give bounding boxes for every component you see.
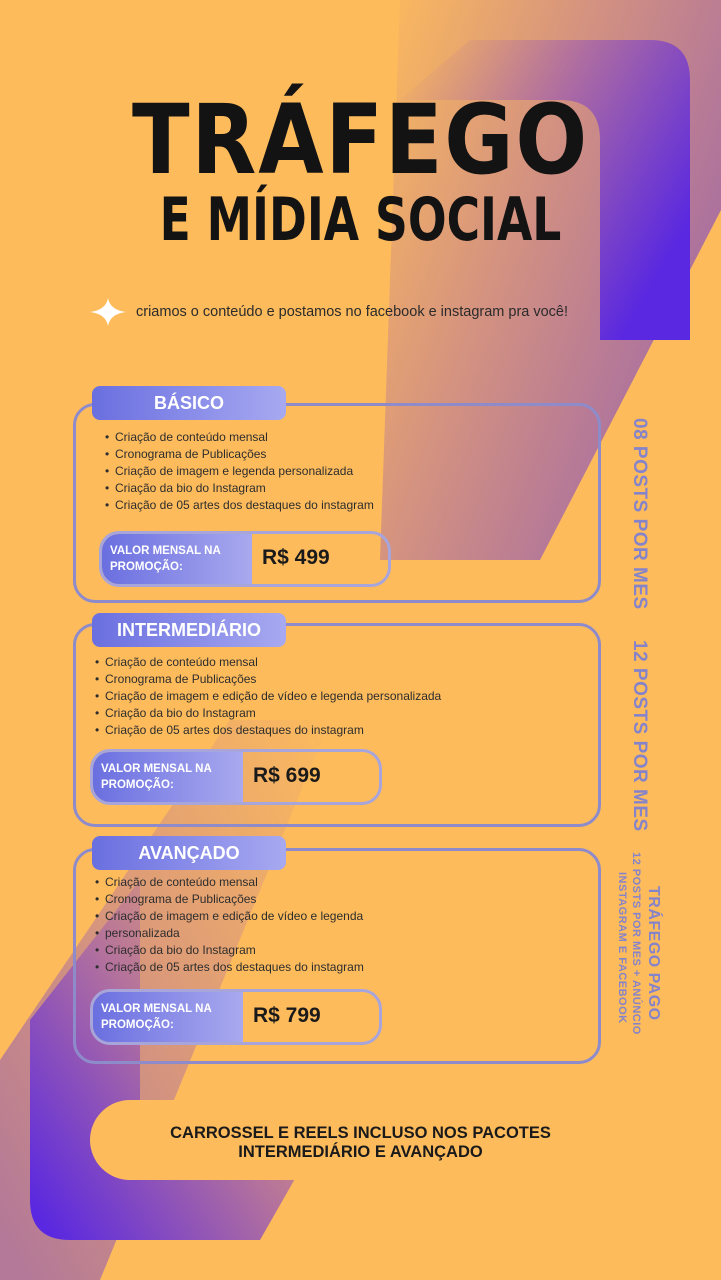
plan-title-basico: BÁSICO [92,386,286,420]
list-item: • Criação de 05 artes dos destaques do instagram [95,959,364,976]
list-item: • Criação da bio do Instagram [95,942,364,959]
price-label-line: VALOR MENSAL NA [101,763,212,775]
side-label-avancado-title: TRÁFEGO PAGO [645,886,662,1021]
feature-list-basico [105,429,374,514]
price-label-line: PROMOÇÃO: [110,561,183,573]
price-label [93,992,243,1042]
list-item: • Cronograma de Publicações [105,446,374,463]
list-item: • Criação de 05 artes dos destaques do instagram [95,722,441,739]
price-value: R$ 499 [262,546,330,569]
sparkle-icon [88,296,128,328]
price-label-line: PROMOÇÃO: [101,779,174,791]
side-label-intermediario: 12 POSTS POR MES [629,640,650,832]
price-label [102,534,252,584]
plan-title-avancado: AVANÇADO [92,836,286,870]
side-label-avancado-line3: INSTAGRAM E FACEBOOK [616,872,628,1024]
price-box-intermediario [90,749,382,805]
page-title: TRÁFEGO [132,84,589,196]
feature-list-avancado [95,874,364,976]
side-label-basico: 08 POSTS POR MES [629,418,650,610]
price-label [93,752,243,802]
page-subtitle: E MÍDIA SOCIAL [159,185,562,255]
price-value: R$ 799 [253,1004,321,1027]
tagline [88,296,568,328]
footer-line-2: INTERMEDIÁRIO E AVANÇADO [238,1143,483,1161]
price-value: R$ 699 [253,764,321,787]
list-item: • Criação de imagem e legenda personalizada [105,463,374,480]
list-item: • Criação de imagem e edição de vídeo e legenda [95,908,364,925]
list-item: • Criação da bio do Instagram [105,480,374,497]
price-box-avancado [90,989,382,1045]
tagline-text: criamos o conteúdo e postamos no facebook e instagram pra você! [136,304,569,320]
price-label-line: VALOR MENSAL NA [101,1003,212,1015]
footer-note [0,1124,721,1162]
plan-title-intermediario: INTERMEDIÁRIO [92,613,286,647]
list-item: • Criação de conteúdo mensal [95,654,441,671]
list-item: • Criação da bio do Instagram [95,705,441,722]
list-item: • Criação de 05 artes dos destaques do instagram [105,497,374,514]
price-box-basico [99,531,391,587]
price-label-line: PROMOÇÃO: [101,1019,174,1031]
list-item: • Criação de conteúdo mensal [95,874,364,891]
list-item: • Criação de imagem e edição de vídeo e legenda personalizada [95,688,441,705]
price-label-line: VALOR MENSAL NA [110,545,221,557]
list-item: • Criação de conteúdo mensal [105,429,374,446]
feature-list-intermediario [95,654,441,739]
list-item: • Cronograma de Publicações [95,671,441,688]
list-item: • Cronograma de Publicações [95,891,364,908]
footer-line-1: CARROSSEL E REELS INCLUSO NOS PACOTES [170,1124,551,1142]
side-label-avancado-line2: 12 POSTS POR MES + ANÚNCIO [630,852,642,1035]
list-item: • personalizada [95,925,364,942]
